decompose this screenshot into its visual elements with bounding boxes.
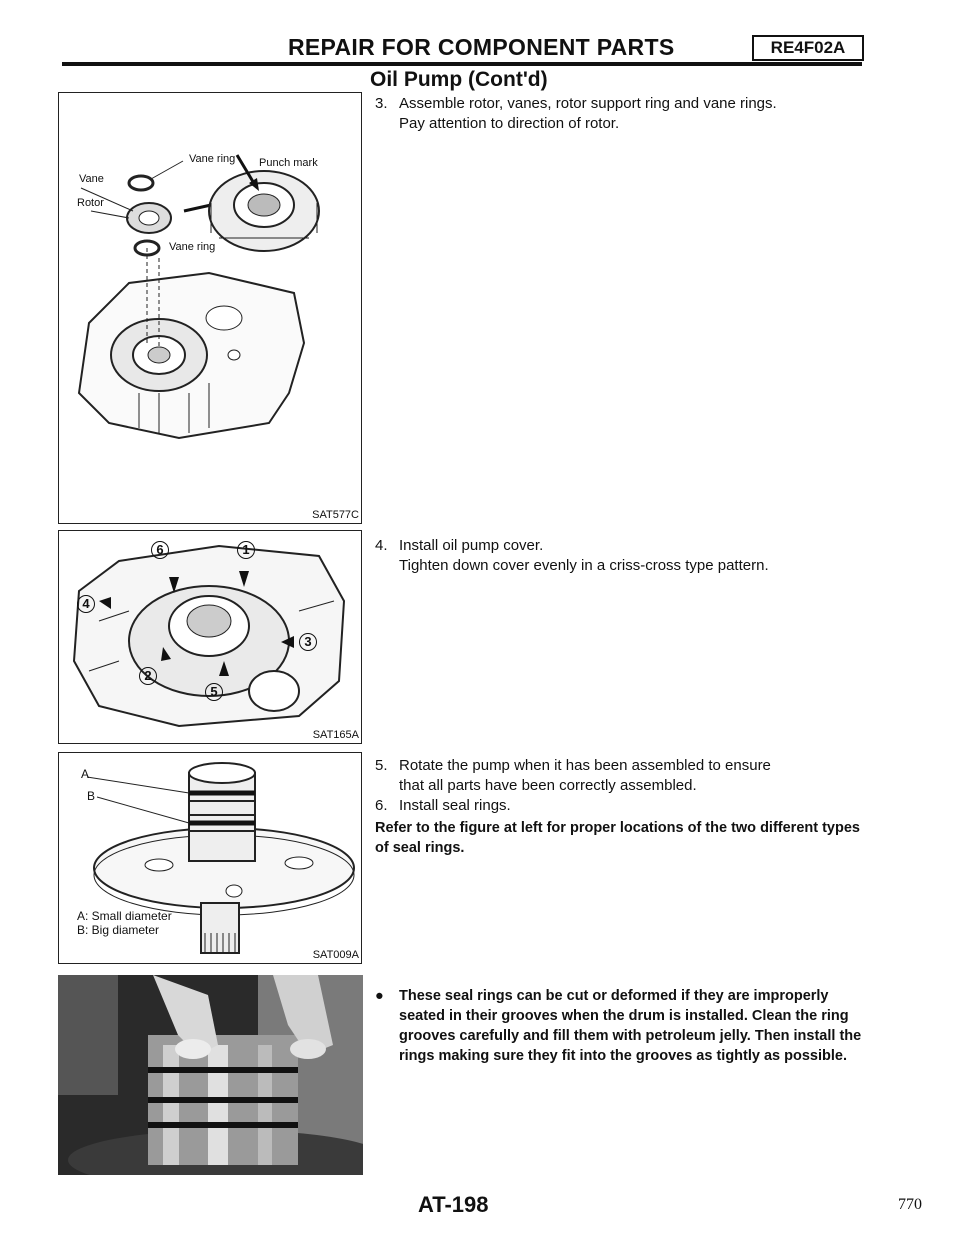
figure-code: SAT165A (312, 729, 359, 741)
step-text: Rotate the pump when it has been assembled to ensure (399, 757, 771, 774)
callout-4: 4 (77, 595, 95, 613)
step-number: 5. (375, 757, 388, 774)
step-text-continued: Pay attention to direction of rotor. (399, 115, 620, 132)
label-vane: Vane (79, 173, 104, 185)
refer-note: Refer to the figure at left for proper locations of the two different types of seal rings. (375, 820, 860, 856)
page-code: AT-198 (418, 1192, 489, 1217)
model-code-badge: RE4F02A (752, 35, 864, 61)
step-text: Install seal rings. (399, 797, 511, 814)
figure-code: SAT009A (312, 949, 359, 961)
step-6 (375, 796, 875, 816)
figure-pump-cover (58, 530, 362, 744)
callout-5: 5 (205, 683, 223, 701)
callout-6: 6 (151, 541, 169, 559)
section-title: Oil Pump (Cont'd) (370, 68, 548, 91)
bullet-icon: ● (375, 988, 384, 1004)
step-number: 6. (375, 797, 388, 814)
step-text: Install oil pump cover. (399, 537, 544, 554)
label-vane-ring-bottom: Vane ring (169, 241, 216, 253)
step-text-continued: Tighten down cover evenly in a criss-cross type pattern. (399, 557, 769, 574)
step-text-continued: that all parts have been correctly assembled. (399, 777, 697, 794)
step-text: Assemble rotor, vanes, rotor support ring and vane rings. (399, 95, 777, 112)
photo-drawing (58, 975, 363, 1175)
step-number: 3. (375, 95, 388, 112)
photo-seal-ring-installation (58, 975, 363, 1175)
step-3 (375, 94, 875, 134)
callout-2: 2 (139, 667, 157, 685)
label-b: B (87, 789, 96, 803)
page-number: 770 (898, 1196, 922, 1213)
label-punch-mark: Punch mark (259, 157, 318, 169)
label-vane-ring-top: Vane ring (189, 153, 236, 165)
label-a: A (81, 767, 90, 781)
legend-big-diameter: B: Big diameter (77, 923, 160, 937)
seal-ring-caution (375, 986, 865, 1066)
figure-rotor-assembly (58, 92, 362, 524)
step-4 (375, 536, 875, 576)
legend-small-diameter: A: Small diameter (77, 909, 172, 923)
caution-text: These seal rings can be cut or deformed if they are improperly seated in their grooves when the drum is installed. Clean the ring grooves carefully and fill them with petroleum jelly. Then install the rings making sure they fit into the grooves as tightly as possible. (399, 988, 862, 1064)
figure-seal-rings (58, 752, 362, 964)
callout-1: 1 (237, 541, 255, 559)
callout-3: 3 (299, 633, 317, 651)
step-5 (375, 756, 875, 796)
step-number: 4. (375, 537, 388, 554)
page-header-title: REPAIR FOR COMPONENT PARTS (288, 34, 675, 60)
figure-code: SAT577C (312, 509, 359, 521)
header-rule (62, 62, 862, 66)
label-rotor: Rotor (77, 197, 104, 209)
